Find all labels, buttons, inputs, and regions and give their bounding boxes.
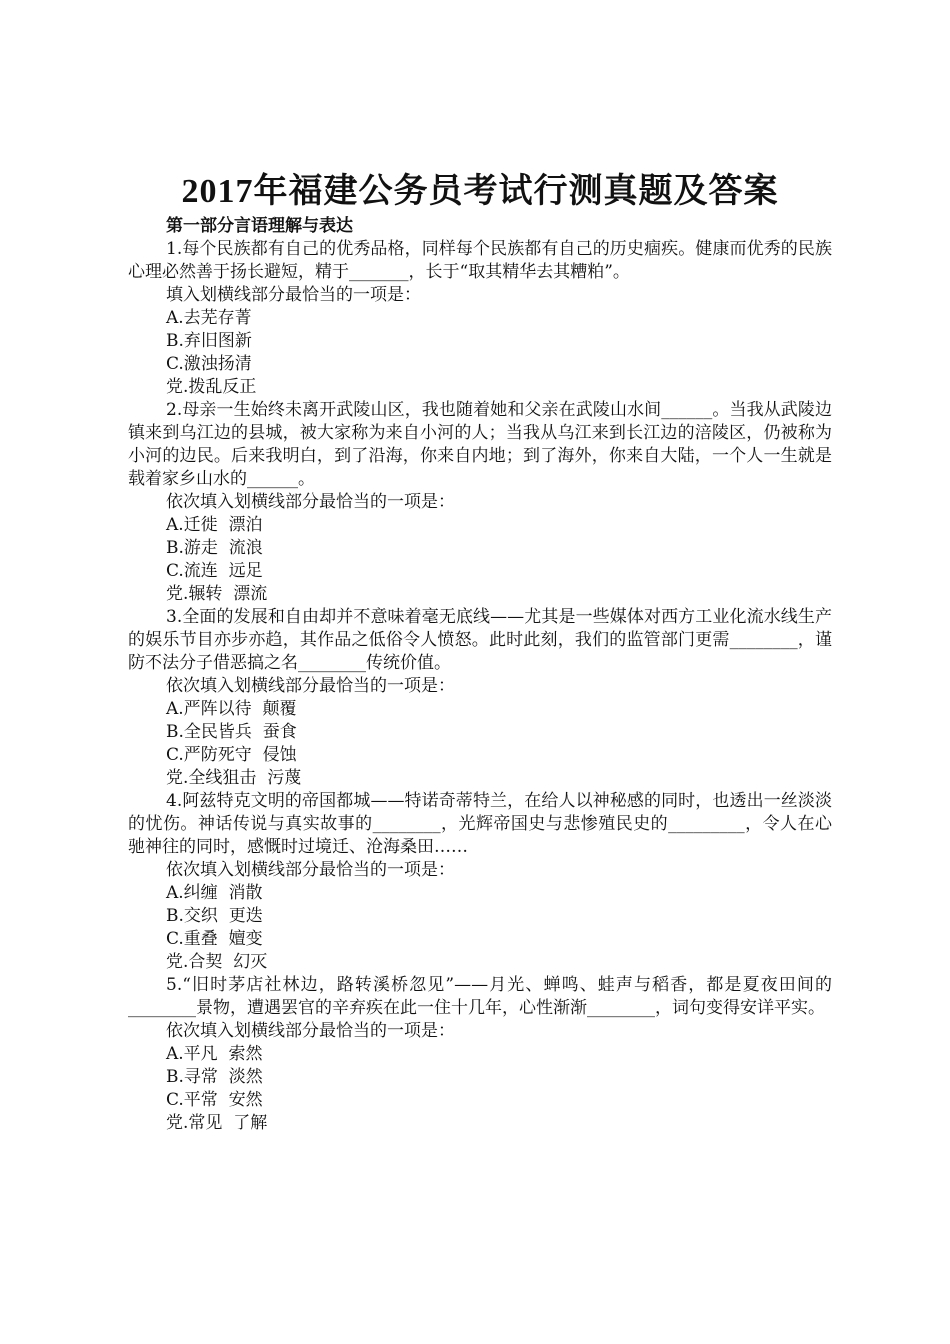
document-page [128,170,832,1135]
option-c: C.平常 安然 [166,1090,263,1110]
option-b: B.全民皆兵 蚕食 [166,722,297,742]
document-title [128,170,832,213]
option-a: A.去芜存菁 [166,308,252,328]
question-stem: 2.母亲一生始终未离开武陵山区，我也随着她和父亲在武陵山水间______。当我从武陵边镇来到乌江边的县城，被大家称为来自小河的人；当我从乌江来到长江边的涪陵区，仍被称为小河的边民。后来我明白，到了沿海，你来自内地；到了海外，你来自大陆，一个人一生就是载着家乡山水的______。 [128,400,832,489]
option-b: B.寻常 淡然 [166,1067,263,1087]
question-instruction: 依次填入划横线部分最恰当的一项是： [166,676,455,696]
question-2 [128,399,832,606]
option-d: 党.拨乱反正 [166,377,257,397]
option-d: 党.合契 幻灭 [166,952,268,972]
question-instruction: 填入划横线部分最恰当的一项是： [166,285,421,305]
question-instruction: 依次填入划横线部分最恰当的一项是： [166,492,455,512]
question-instruction: 依次填入划横线部分最恰当的一项是： [166,1021,455,1041]
option-c: C.激浊扬清 [166,354,252,374]
question-4 [128,790,832,974]
section-heading: 第一部分言语理解与表达 [166,216,353,236]
question-stem: 3.全面的发展和自由却并不意味着毫无底线——尤其是一些媒体对西方工业化流水线生产的娱乐节目亦步亦趋，其作品之低俗令人愤怒。此时此刻，我们的监管部门更需________，谨防不法分子借恶搞之名________传统价值。 [128,607,832,673]
option-c: C.流连 远足 [166,561,263,581]
option-a: A.纠缠 消散 [166,883,263,903]
option-d: 党.辗转 漂流 [166,584,268,604]
title-year: 2017 [181,173,254,210]
question-1 [128,238,832,399]
question-stem: 1.每个民族都有自己的优秀品格，同样每个民族都有自己的历史痼疾。健康而优秀的民族心理必然善于扬长避短，精于_______，长于“取其精华去其糟粕”。 [128,239,832,282]
title-text: 年福建公务员考试行测真题及答案 [253,171,779,211]
option-b: B.弃旧图新 [166,331,252,351]
option-d: 党.全线狙击 污蔑 [166,768,302,788]
option-b: B.交织 更迭 [166,906,263,926]
question-instruction: 依次填入划横线部分最恰当的一项是： [166,860,455,880]
option-a: A.平凡 索然 [166,1044,263,1064]
option-c: C.重叠 嬗变 [166,929,263,949]
question-5 [128,974,832,1135]
option-c: C.严防死守 侵蚀 [166,745,297,765]
question-3 [128,606,832,790]
option-a: A.严阵以待 颠覆 [166,699,297,719]
option-a: A.迁徙 漂泊 [166,515,263,535]
option-d: 党.常见 了解 [166,1113,268,1133]
question-stem: 4.阿兹特克文明的帝国都城——特诺奇蒂特兰，在给人以神秘感的同时，也透出一丝淡淡的忧伤。神话传说与真实故事的________，光辉帝国史与悲惨殖民史的_________，令人在心驰神往的同时，感慨时过境迁、沧海桑田…… [128,791,832,857]
option-b: B.游走 流浪 [166,538,263,558]
question-stem: 5.“旧时茅店社林边，路转溪桥忽见”——月光、蝉鸣、蛙声与稻香，都是夏夜田间的________景物，遭遇罢官的辛弃疾在此一住十几年，心性渐渐________，词句变得安详平实。 [128,975,832,1018]
